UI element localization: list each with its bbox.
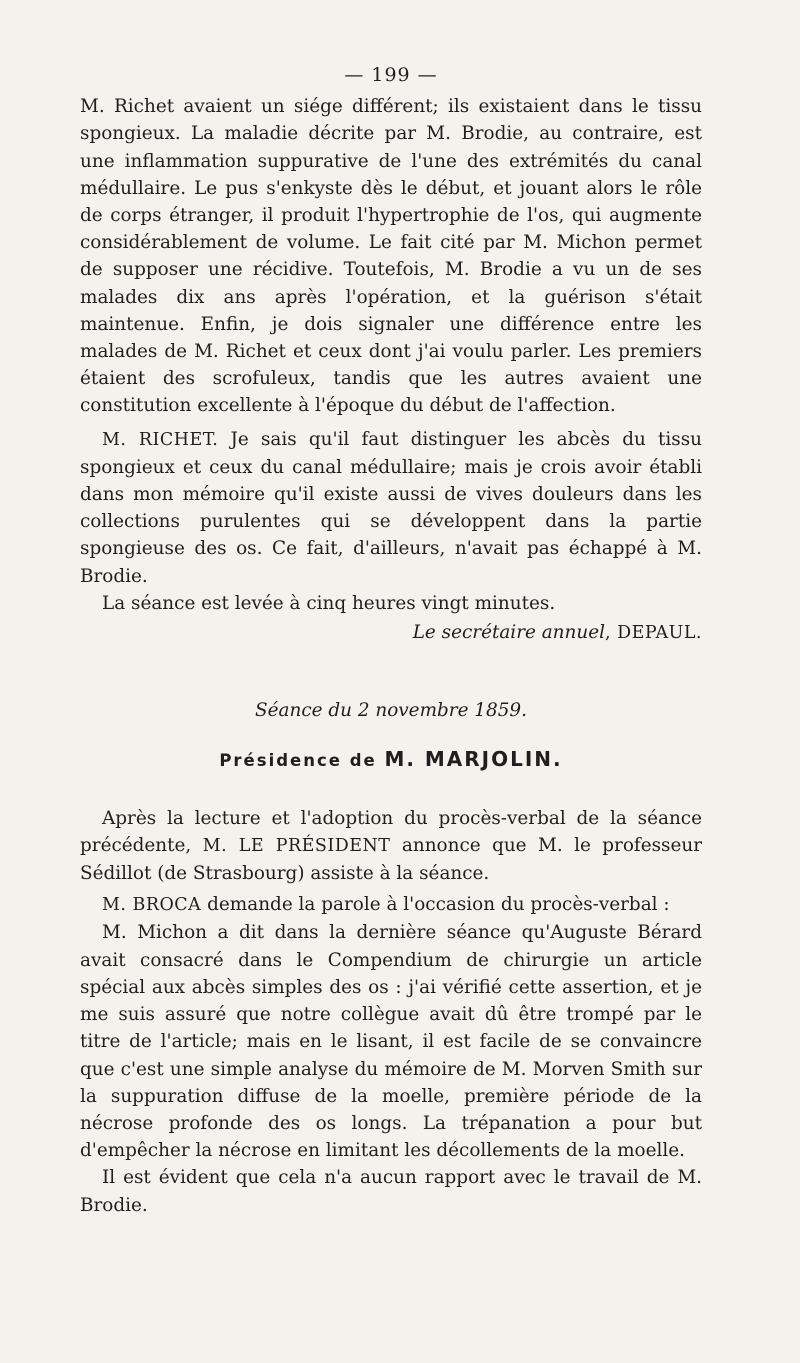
paragraph-7: Il est évident que cela n'a aucun rapport avec le travail de M. Brodie. [80,1167,702,1216]
paragraph-4-text-a: Après la lecture et l'adoption du procès-verbal de la séance précédente, [80,807,702,856]
signature-role: Le secrétaire annuel [412,622,605,644]
signature-name: , DEPAUL. [604,623,702,644]
paragraph-5 [80,891,702,919]
paragraph-4 [80,805,702,888]
speaker-president: M. LE PRÉSIDENT [202,835,391,856]
paragraph-5-text: demande la parole à l'occasion du procès-verbal : [201,894,670,916]
presidence-prefix: Présidence de [219,751,385,771]
paragraph-2-text: Je sais qu'il faut distinguer les abcès du tissu spongieux et ceux du canal médullaire; mais je crois avoir établi dans mon mémoire qu'il existe aussi de vives douleurs dans les collections purulentes qui se développent dans la partie spongieuse des os. Ce fait, d'ailleurs, n'avait pas échappé à M. Brodie. [80,428,702,587]
paragraph-3: La séance est levée à cinq heures vingt minutes. [102,592,556,614]
seance-title: Séance du 2 novembre 1859. [255,700,527,722]
paragraph-2 [80,426,702,590]
document-page [80,62,702,1219]
speaker-richet: M. RICHET. [102,429,219,450]
page-number: — 199 — [344,64,438,86]
section-separator [80,647,702,691]
paragraph-6: M. Michon a dit dans la dernière séance qu'Auguste Bérard avait consacré dans le Compendium de chirurgie un article spécial aux abcès simples des os : j'ai vérifié cette assertion, et je me suis assuré que notre collègue avait dû être trompé par le titre de l'article; mais en le lisant, il est facile de se convaincre que c'est une simple analyse du mémoire de M. Morven Smith sur la suppuration diffuse de la moelle, première période de la nécrose profonde des os longs. La trépanation a pour but d'empêcher la nécrose en limitant les décollements de la moelle. [80,922,702,1162]
presidence-heading [80,746,702,774]
paragraph-1: M. Richet avaient un siége différent; ils existaient dans le tissu spongieux. La maladie décrite par M. Brodie, au contraire, est une inflammation suppurative de l'une des extrémités du canal médullaire. Le pus s'enkyste dès le début, et jouant alors le rôle de corps étranger, il produit l'hypertrophie de l'os, qui augmente considérablement de volume. Le fait cité par M. Michon permet de supposer une récidive. Toutefois, M. Brodie a vu un de ses malades dix ans après l'opération, et la guérison s'était maintenue. Enfin, je dois signaler une différence entre les malades de M. Richet et ceux dont j'ai voulu parler. Les premiers étaient des scrofuleux, tandis que les autres avaient une constitution excellente à l'époque du début de l'affection. [80,96,702,417]
speaker-broca: M. BROCA [102,895,202,916]
presidence-name: M. MARJOLIN. [384,747,563,772]
signature [80,619,702,647]
paragraph-4-text-b: annonce que M. le professeur Sédillot (de Strasbourg) assiste à la séance. [80,834,702,885]
